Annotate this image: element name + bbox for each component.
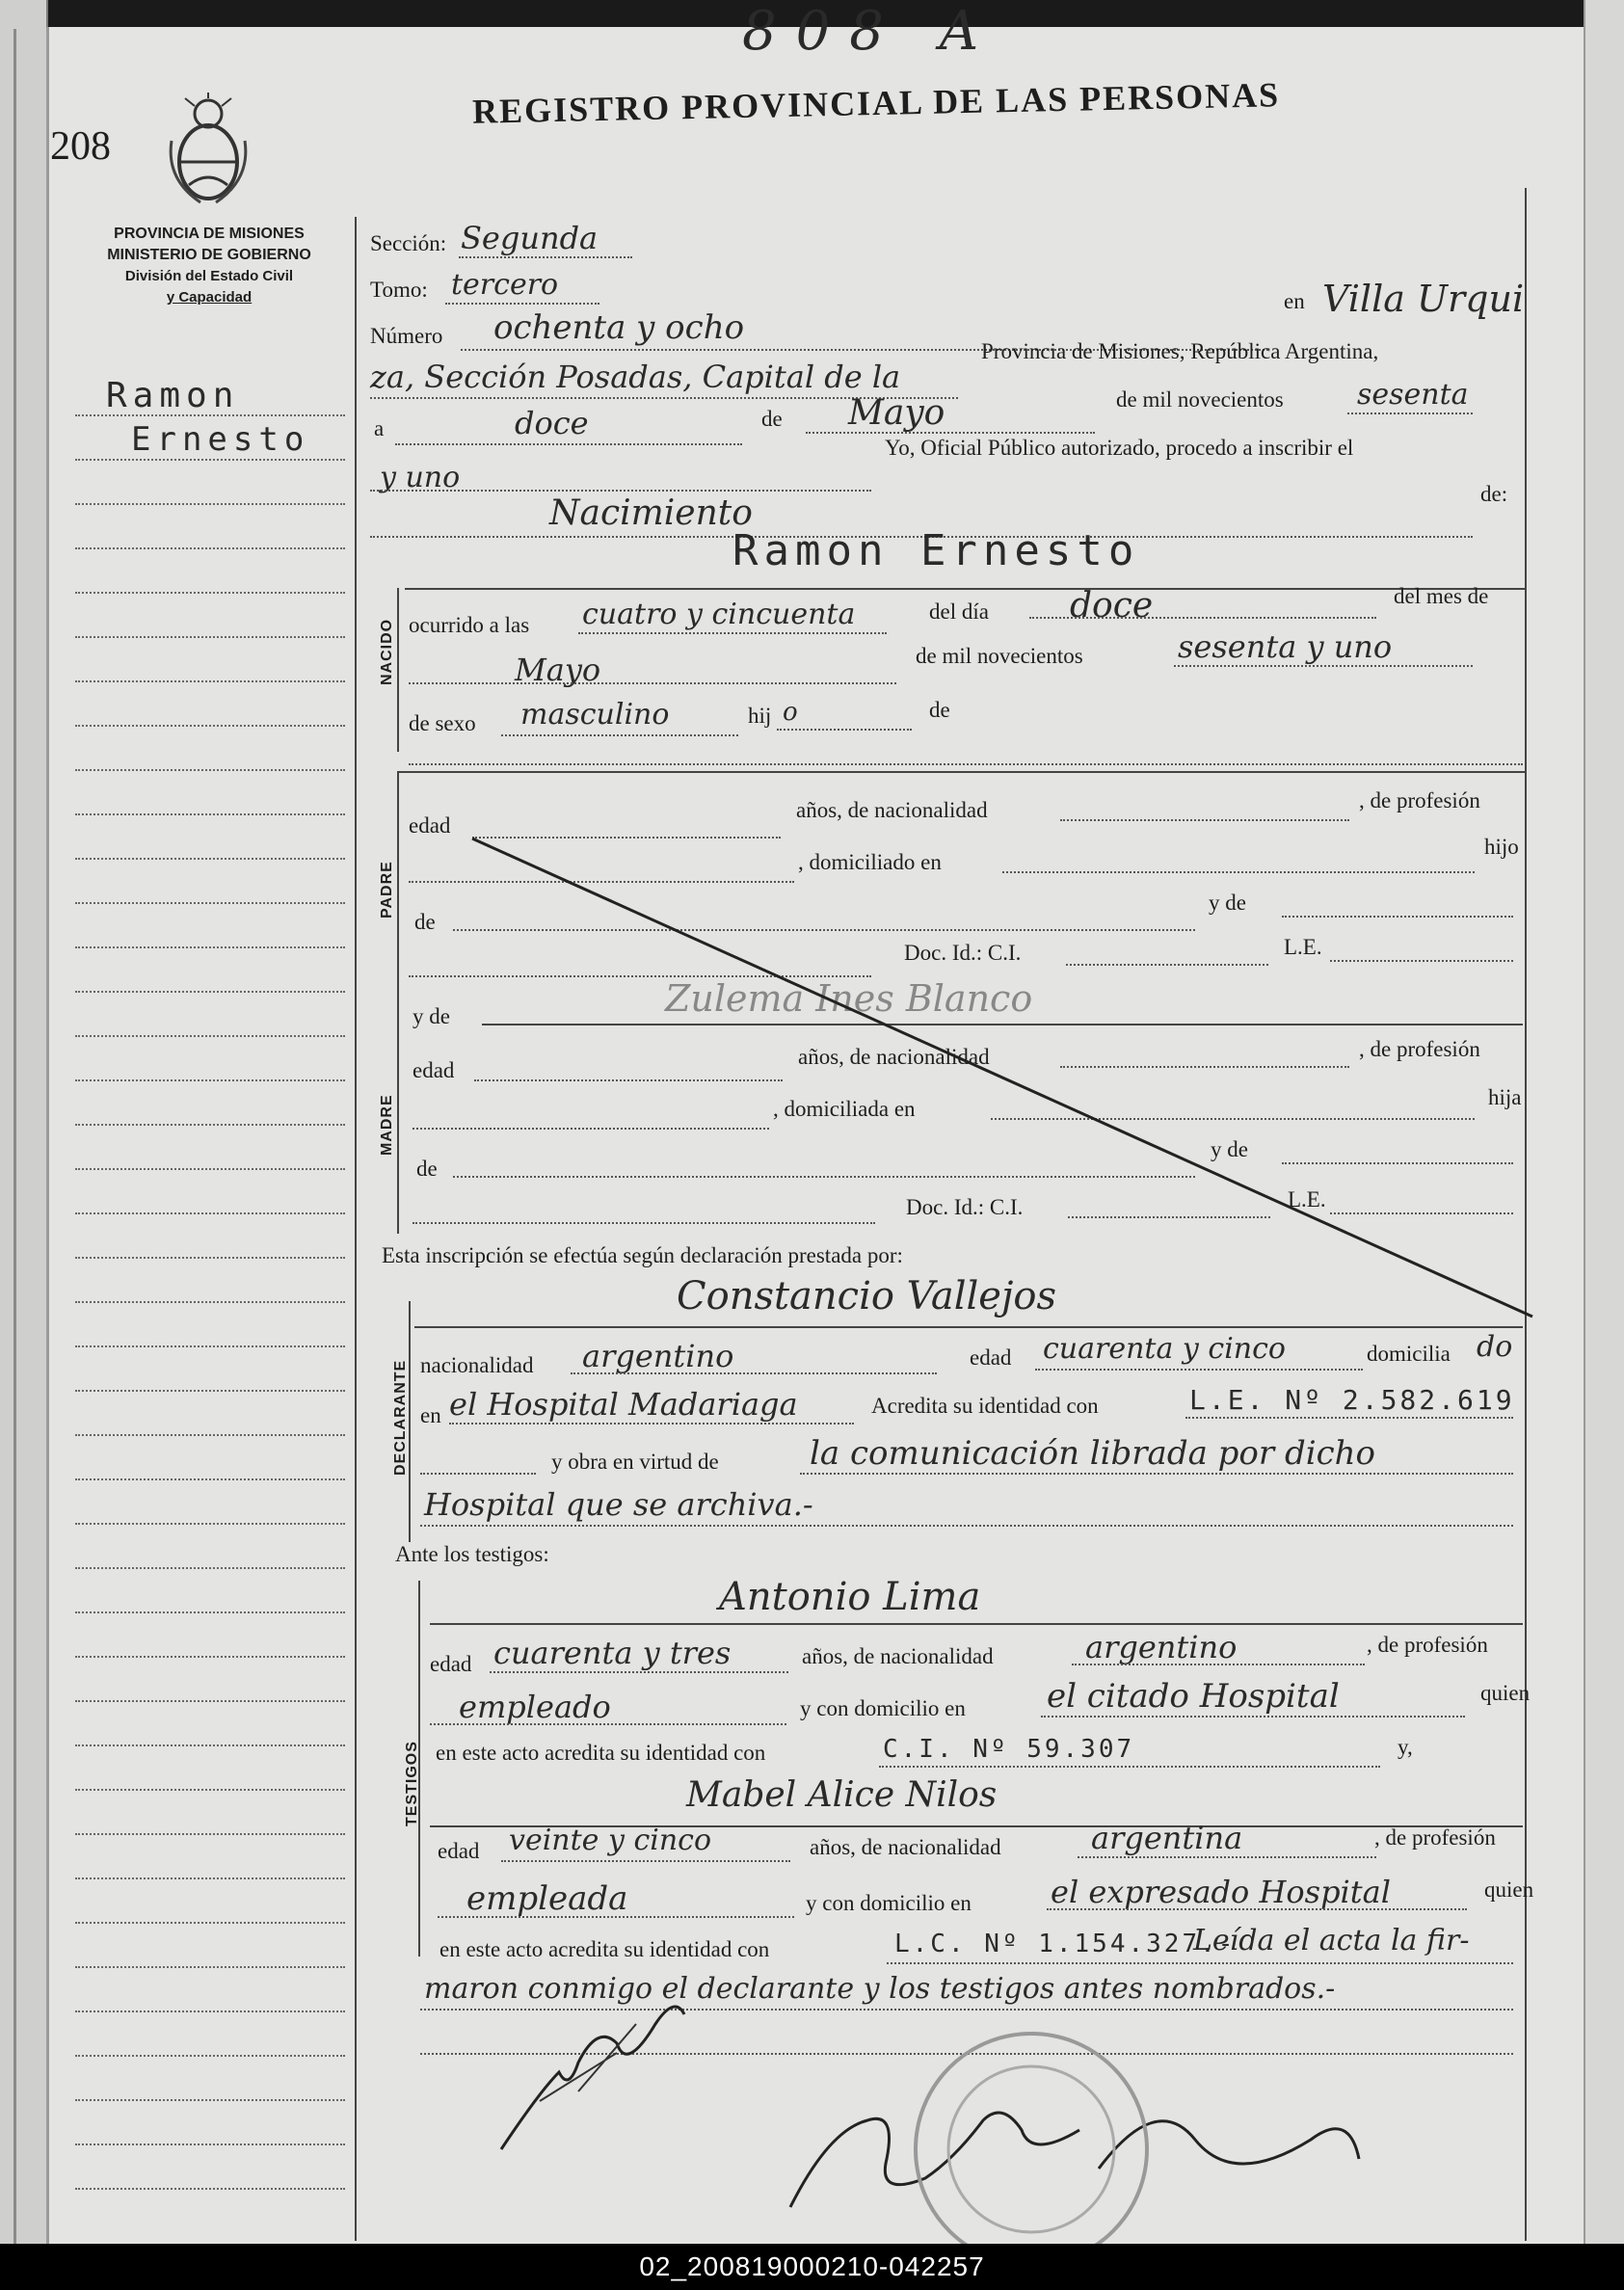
testigo1-edad-value: cuarenta y tres bbox=[493, 1635, 732, 1671]
padre-nac-label: años, de nacionalidad bbox=[796, 798, 988, 822]
official-stamp bbox=[896, 2014, 1166, 2246]
testigo1-nac-label: años, de nacionalidad bbox=[802, 1644, 994, 1668]
madre-de-label: de bbox=[416, 1157, 438, 1181]
numero-label: Número bbox=[370, 324, 443, 348]
section-nacido: NACIDO bbox=[379, 618, 395, 685]
declarante-edad-label: edad bbox=[970, 1345, 1012, 1370]
padre-yde-label: y de bbox=[1209, 891, 1246, 915]
hij-suffix: o bbox=[783, 698, 798, 727]
hora-value: cuatro y cincuenta bbox=[582, 598, 856, 631]
lugar-value-1: Villa Urqui bbox=[1322, 278, 1525, 320]
testigo1-quien-label: quien bbox=[1480, 1681, 1531, 1705]
numero-value: ochenta y ocho bbox=[493, 308, 745, 347]
de2-label: de bbox=[929, 698, 950, 722]
declarante-edad-value: cuarenta y cinco bbox=[1043, 1332, 1286, 1366]
testigo1-domicilio-label: y con domicilio en bbox=[800, 1696, 966, 1720]
mil-novecientos-label: de mil novecientos bbox=[1116, 387, 1284, 412]
testigo2-acredita-label: en este acto acredita su identidad con bbox=[439, 1937, 770, 1961]
section-madre: MADRE bbox=[379, 1094, 395, 1156]
declarante-domicilia-suffix: do bbox=[1477, 1330, 1513, 1364]
anio-value-2: y uno bbox=[380, 461, 461, 494]
de-label: de bbox=[761, 407, 783, 431]
testigo1-domicilio-value: el citado Hospital bbox=[1047, 1677, 1340, 1716]
madre-nombre-value: Zulema Ines Blanco bbox=[665, 977, 1033, 1020]
file-id-footer: 02_200819000210-042257 bbox=[0, 2244, 1624, 2290]
madre-edad-label: edad bbox=[413, 1058, 455, 1082]
margin-name-1: Ramon bbox=[106, 376, 240, 415]
nombre-value: Ramon Ernesto bbox=[732, 526, 1140, 575]
testigo1-profesion-label: , de profesión bbox=[1367, 1633, 1488, 1657]
testigo2-nombre: Mabel Alice Nilos bbox=[686, 1775, 998, 1815]
testigo1-y-label: y, bbox=[1398, 1735, 1413, 1759]
testigo2-profesion-value: empleada bbox=[466, 1879, 628, 1918]
anio3-value: sesenta y uno bbox=[1178, 628, 1393, 665]
de-colon-label: de: bbox=[1480, 482, 1508, 506]
declarante-acredita-label: Acredita su identidad con bbox=[871, 1394, 1099, 1418]
padre-le-label: L.E. bbox=[1284, 935, 1322, 959]
testigo1-nombre: Antonio Lima bbox=[719, 1575, 981, 1619]
declarante-obra-value: la comunicación librada por dicho bbox=[810, 1434, 1375, 1473]
en-label: en bbox=[1284, 289, 1305, 313]
testigo1-profesion-value: empleado bbox=[459, 1689, 611, 1725]
provincia-text: Provincia de Misiones, República Argentina, bbox=[981, 339, 1379, 363]
page-number: 208 bbox=[50, 124, 111, 169]
mes2-value: Mayo bbox=[515, 652, 601, 688]
declarante-obra2-value: Hospital que se archiva.- bbox=[424, 1486, 813, 1523]
office-line-3: División del Estado Civil bbox=[124, 268, 294, 284]
declarante-documento-value: L.E. Nº 2.582.619 bbox=[1189, 1384, 1515, 1416]
madre-nac-label: años, de nacionalidad bbox=[798, 1045, 990, 1069]
esta-inscripcion-text: Esta inscripción se efectúa según declaración prestada por: bbox=[382, 1243, 903, 1267]
declarante-nombre: Constancio Vallejos bbox=[677, 1274, 1056, 1318]
hij-label: hij bbox=[748, 704, 772, 728]
anio-value-1: sesenta bbox=[1357, 378, 1469, 412]
mes-value: Mayo bbox=[848, 393, 945, 433]
madre-doc-label: Doc. Id.: C.I. bbox=[906, 1195, 1024, 1219]
testigo2-edad-value: veinte y cinco bbox=[509, 1824, 712, 1857]
madre-le-label: L.E. bbox=[1288, 1187, 1326, 1212]
yo-text: Yo, Oficial Público autorizado, procedo a inscribir el bbox=[885, 436, 1354, 460]
a-label: a bbox=[374, 416, 385, 440]
sexo-value: masculino bbox=[520, 698, 670, 732]
section-padre: PADRE bbox=[379, 861, 395, 919]
padre-hijo-label: hijo bbox=[1484, 835, 1519, 859]
testigo2-cierre-1: Leída el acta la fir- bbox=[1193, 1924, 1470, 1957]
padre-de-label: de bbox=[414, 910, 436, 934]
madre-hija-label: hija bbox=[1488, 1085, 1522, 1109]
tomo-value: tercero bbox=[451, 268, 559, 302]
padre-domicilio-label: , domiciliado en bbox=[798, 850, 942, 874]
del-dia-label: del día bbox=[929, 599, 989, 624]
ocurrido-label: ocurrido a las bbox=[409, 613, 530, 637]
mil-novecientos2-label: de mil novecientos bbox=[916, 644, 1083, 668]
testigo2-quien-label: quien bbox=[1484, 1877, 1534, 1902]
testigo2-profesion-label: , de profesión bbox=[1374, 1825, 1496, 1850]
padre-edad-label: edad bbox=[409, 813, 451, 838]
margin-name-2: Ernesto bbox=[131, 420, 310, 459]
dia2-value: doce bbox=[1070, 586, 1154, 626]
padre-doc-label: Doc. Id.: C.I. bbox=[904, 941, 1022, 965]
testigo1-acredita-label: en este acto acredita su identidad con bbox=[436, 1741, 766, 1765]
testigo2-documento-value: L.C. Nº 1.154.327.- bbox=[894, 1930, 1237, 1958]
madre-domicilio-label: , domiciliada en bbox=[773, 1097, 916, 1121]
madre-yde2-label: y de bbox=[1211, 1137, 1248, 1161]
office-line-1: PROVINCIA DE MISIONES bbox=[114, 226, 305, 242]
office-line-2: MINISTERIO DE GOBIERNO bbox=[107, 247, 311, 263]
sexo-label: de sexo bbox=[409, 711, 476, 735]
testigo2-nac-value: argentina bbox=[1091, 1820, 1243, 1856]
declarante-nac-label: nacionalidad bbox=[420, 1353, 534, 1377]
section-testigos: TESTIGOS bbox=[404, 1741, 420, 1826]
testigo1-documento-value: C.I. Nº 59.307 bbox=[883, 1735, 1135, 1764]
top-number: 808 A bbox=[742, 0, 998, 63]
declarante-en-label: en bbox=[420, 1403, 441, 1427]
lugar-value-2: za, Sección Posadas, Capital de la bbox=[370, 359, 901, 395]
declarante-obra-label: y obra en virtud de bbox=[551, 1450, 719, 1474]
declarante-nac-value: argentino bbox=[582, 1338, 734, 1374]
tipo-value: Nacimiento bbox=[549, 493, 753, 533]
declarante-domicilio-value: el Hospital Madariaga bbox=[449, 1386, 798, 1423]
dia-value: doce bbox=[515, 405, 589, 441]
padre-profesion-label: , de profesión bbox=[1359, 788, 1480, 812]
testigo1-nac-value: argentino bbox=[1085, 1629, 1238, 1665]
del-mes-label: del mes de bbox=[1394, 584, 1489, 608]
testigo2-nac-label: años, de nacionalidad bbox=[810, 1835, 1001, 1859]
ante-testigos-text: Ante los testigos: bbox=[395, 1542, 549, 1566]
madre-yde-label: y de bbox=[413, 1004, 450, 1028]
tomo-label: Tomo: bbox=[370, 278, 428, 302]
madre-profesion-label: , de profesión bbox=[1359, 1037, 1480, 1061]
section-declarante: DECLARANTE bbox=[392, 1359, 409, 1476]
page-title: REGISTRO PROVINCIAL DE LAS PERSONAS bbox=[471, 75, 1281, 131]
testigo1-edad-label: edad bbox=[430, 1652, 472, 1676]
seccion-value: Segunda bbox=[461, 220, 599, 256]
testigo2-domicilio-value: el expresado Hospital bbox=[1051, 1874, 1391, 1910]
declarante-domicilia-label: domicilia bbox=[1367, 1342, 1451, 1366]
testigo2-cierre-2: maron conmigo el declarante y los testigos antes nombrados.- bbox=[424, 1972, 1336, 2006]
seccion-label: Sección: bbox=[370, 231, 447, 255]
office-line-4: y Capacidad bbox=[166, 289, 253, 306]
testigo2-domicilio-label: y con domicilio en bbox=[806, 1891, 972, 1915]
testigo2-edad-label: edad bbox=[438, 1839, 480, 1863]
